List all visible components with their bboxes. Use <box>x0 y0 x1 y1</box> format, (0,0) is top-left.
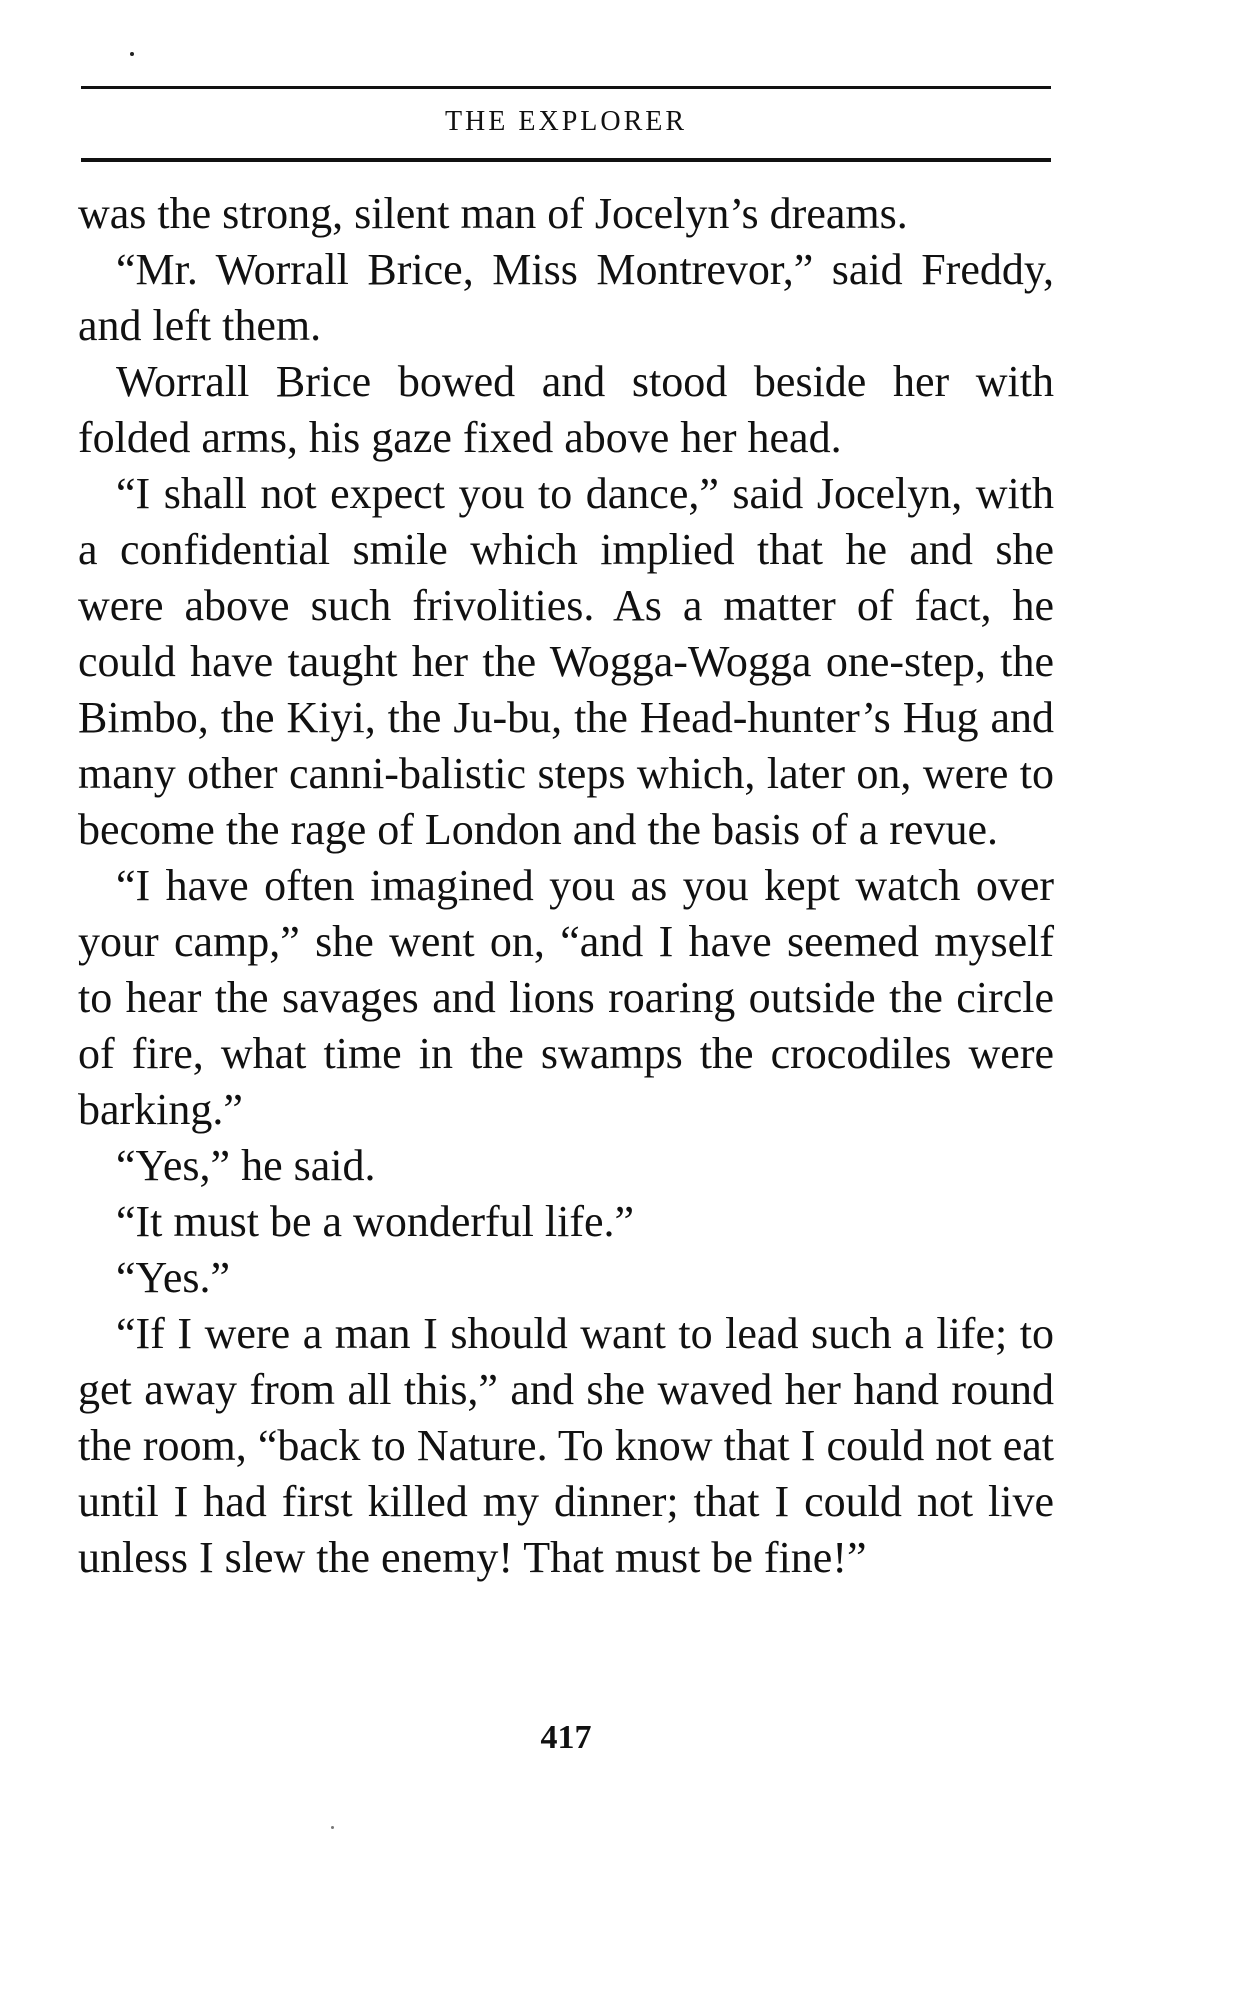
print-speck <box>130 52 134 56</box>
paragraph: “Yes,” he said. <box>116 1141 376 1190</box>
print-speck <box>331 1826 334 1829</box>
paragraph: “Yes.” <box>116 1253 231 1302</box>
paragraph: “I shall not expect you to dance,” said Jocelyn, with a confidential smile which implied that he and she were above such frivolities. As a matter of fact, he could have taught her the Wogga-Wogga one-step, the Bimbo, the Kiyi, the Ju-bu, the Head-hunter’s Hug and many other canni-balistic steps which, later on, were to become the rage of London and the basis of a revue. <box>78 469 1054 854</box>
header-top-rule <box>81 86 1051 89</box>
paragraph: “I have often imagined you as you kept watch over your camp,” she went on, “and I have seemed myself to hear the savages and lions roaring outside the circle of fire, what time in the swamps the crocodiles were barking.” <box>78 861 1054 1134</box>
paragraph: “It must be a wonderful life.” <box>116 1197 635 1246</box>
paragraph: “Mr. Worrall Brice, Miss Montrevor,” said Freddy, and left them. <box>78 245 1054 350</box>
header-bottom-rule <box>81 158 1051 162</box>
paragraph: Worrall Brice bowed and stood beside her with folded arms, his gaze fixed above her head. <box>78 357 1054 462</box>
paragraph: “If I were a man I should want to lead such a life; to get away from all this,” and she waved her hand round the room, “back to Nature. To know that I could not eat until I had first killed my dinner; that I could not live unless I slew the enemy! That must be fine!” <box>78 1309 1054 1582</box>
running-head: THE EXPLORER <box>444 106 688 137</box>
body-text <box>78 186 1054 1586</box>
paragraph-continuation: was the strong, silent man of Jocelyn’s dreams. <box>78 189 908 238</box>
page-number: 417 <box>540 1719 592 1756</box>
